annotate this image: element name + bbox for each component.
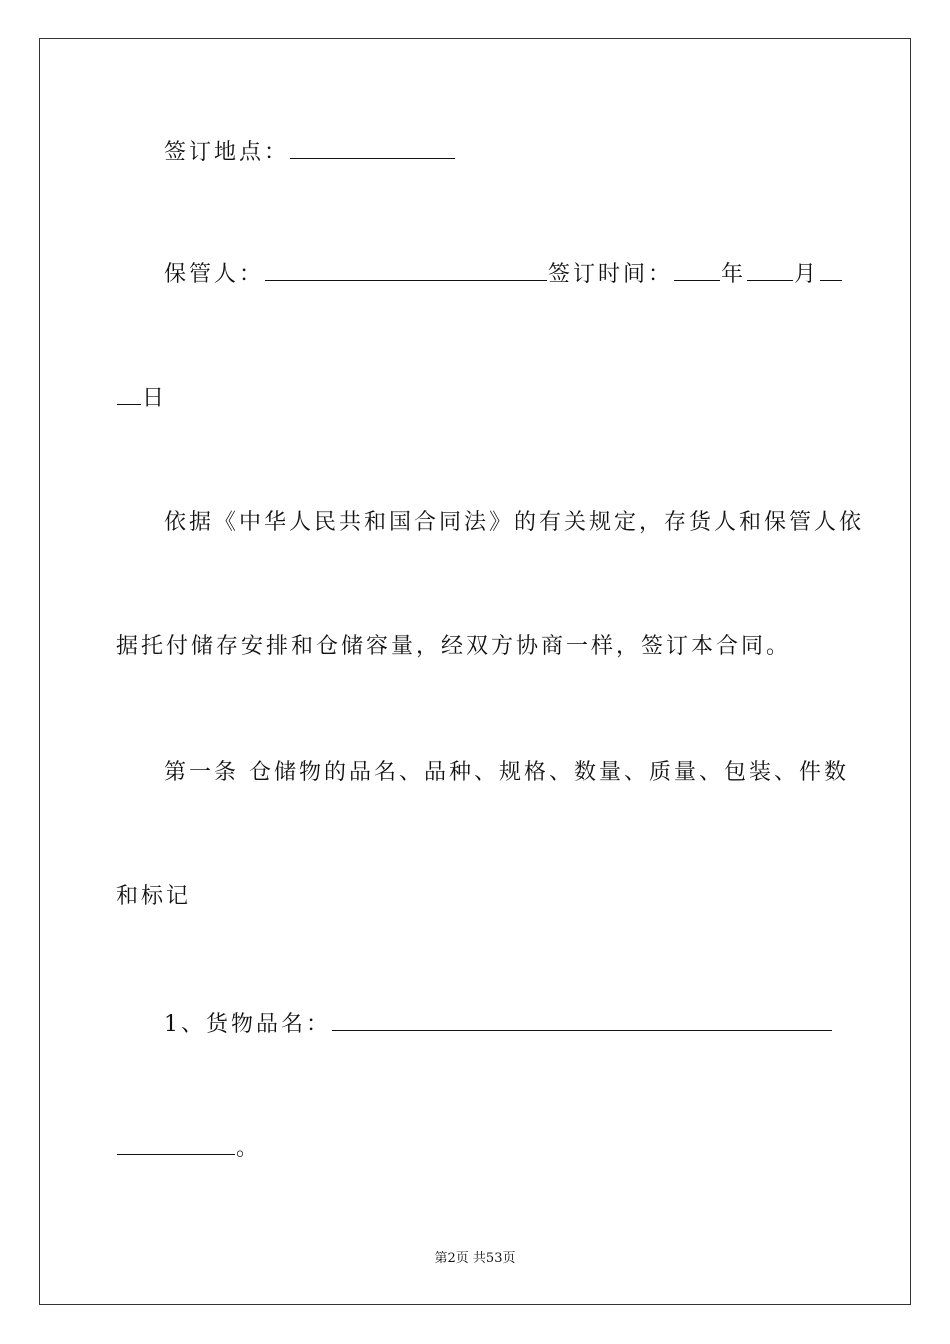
item1-line — [164, 1008, 884, 1040]
month-blank — [747, 258, 793, 281]
custodian-line — [164, 258, 884, 290]
custodian-label: 保管人： — [164, 262, 265, 287]
item1-blank — [332, 1008, 832, 1031]
signing-place-label: 签订地点： — [164, 140, 290, 165]
page-frame — [39, 38, 911, 1305]
item1-end: 。 — [236, 1136, 262, 1161]
year-blank — [674, 258, 720, 281]
day-blank-end — [117, 382, 141, 405]
item1-continuation-line — [116, 1132, 836, 1164]
article1-line2: 和标记 — [116, 884, 192, 909]
month-label: 月 — [794, 262, 820, 287]
page-number-footer: 第2页 共53页 — [434, 1251, 516, 1266]
para1-line2: 据托付储存安排和仓储容量，经双方协商一样，签订本合同。 — [116, 634, 792, 659]
signing-place-blank — [290, 136, 455, 159]
day-label: 日 — [142, 386, 168, 411]
custodian-blank — [265, 258, 547, 281]
signing-place-line — [164, 136, 884, 168]
year-label: 年 — [721, 262, 747, 287]
item1-label: 1、货物品名： — [164, 1012, 331, 1037]
signing-time-label: 签订时间： — [548, 262, 674, 287]
day-line — [116, 382, 836, 414]
day-blank-start — [820, 258, 842, 281]
para1-line1: 依据《中华人民共和国合同法》的有关规定，存货人和保管人依 — [164, 510, 865, 535]
item1-blank-continued — [117, 1132, 235, 1155]
article1-line1: 第一条 仓储物的品名、品种、规格、数量、质量、包装、件数 — [164, 760, 849, 785]
